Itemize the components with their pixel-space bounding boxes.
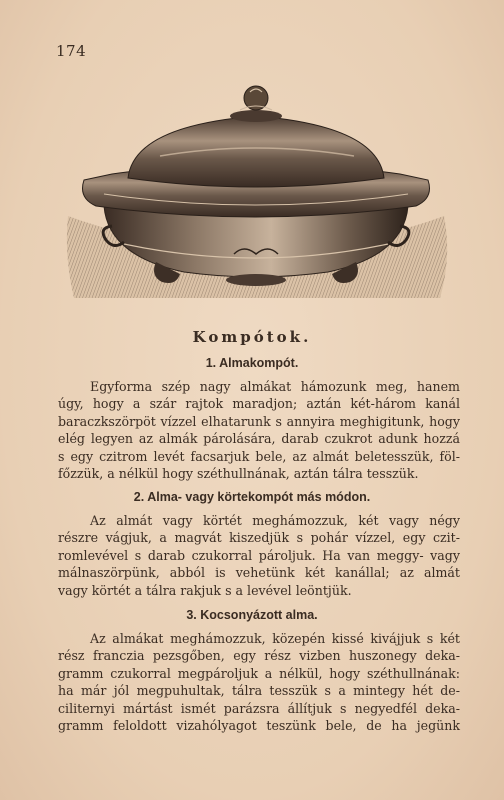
recipe-text-3	[58, 630, 460, 734]
text-line: főzzük, a nélkül hogy széthullnának, aztán tálra tesszük.	[58, 466, 419, 482]
text-line: ciliternyi mártást ismét parázsra állítjuk s negyedfél deka-	[58, 700, 460, 716]
recipe-title-1: 1. Almakompót.	[205, 356, 299, 370]
text-line: úgy, hogy a szár rajtok maradjon; aztán két-három kanál	[58, 396, 460, 412]
recipe-text-2	[58, 512, 460, 599]
text-line: baraczkszörpöt vízzel elhatarunk s annyira meghigitunk, hogy	[58, 413, 460, 429]
text-line: ha már jól megpuhultak, tálra tesszük s a mintegy hét de-	[58, 683, 460, 699]
text-line: részre vágjuk, a magvát kiszedjük s pohár vízzel, egy czit-	[58, 530, 460, 546]
text-line: romlevével s darab czukorral pároljuk. Ha van meggy- vagy	[58, 547, 460, 563]
text-line: s egy czitrom levét facsarjuk bele, az almát beletesszük, föl-	[58, 448, 460, 464]
serving-dish-illustration	[64, 76, 448, 304]
text-line: vagy körtét a tálra rakjuk s a levével leöntjük.	[58, 582, 352, 598]
recipe-title-3: 3. Kocsonyázott alma.	[186, 608, 318, 622]
text-line: Az almát vagy körtét meghámozzuk, két vagy négy	[90, 513, 460, 528]
text-line: málnaszörpünk, abból is vehetünk két kanállal; az almát	[58, 565, 460, 581]
section-title: Kompótok.	[192, 328, 312, 346]
text-line: Az almákat meghámozzuk, közepén kissé kivájjuk s két	[90, 631, 460, 646]
recipe-text-1	[58, 378, 460, 482]
text-line: gramm feloldott vizahólyagot teszünk bele, de ha jegünk	[58, 718, 460, 734]
text-line: Egyforma szép nagy almákat hámozunk meg, hanem	[90, 379, 460, 394]
text-line: elég legyen az almák párolására, darab czukrot adunk hozzá	[58, 431, 460, 447]
page-number: 174	[56, 42, 87, 60]
text-line: rész franczia pezsgőben, egy rész vizben huszonegy deka-	[58, 648, 460, 664]
recipe-title-2: 2. Alma- vagy körtekompót más módon.	[133, 490, 371, 504]
text-line: gramm czukorral megpároljuk a nélkül, hogy széthullnának:	[58, 665, 460, 681]
